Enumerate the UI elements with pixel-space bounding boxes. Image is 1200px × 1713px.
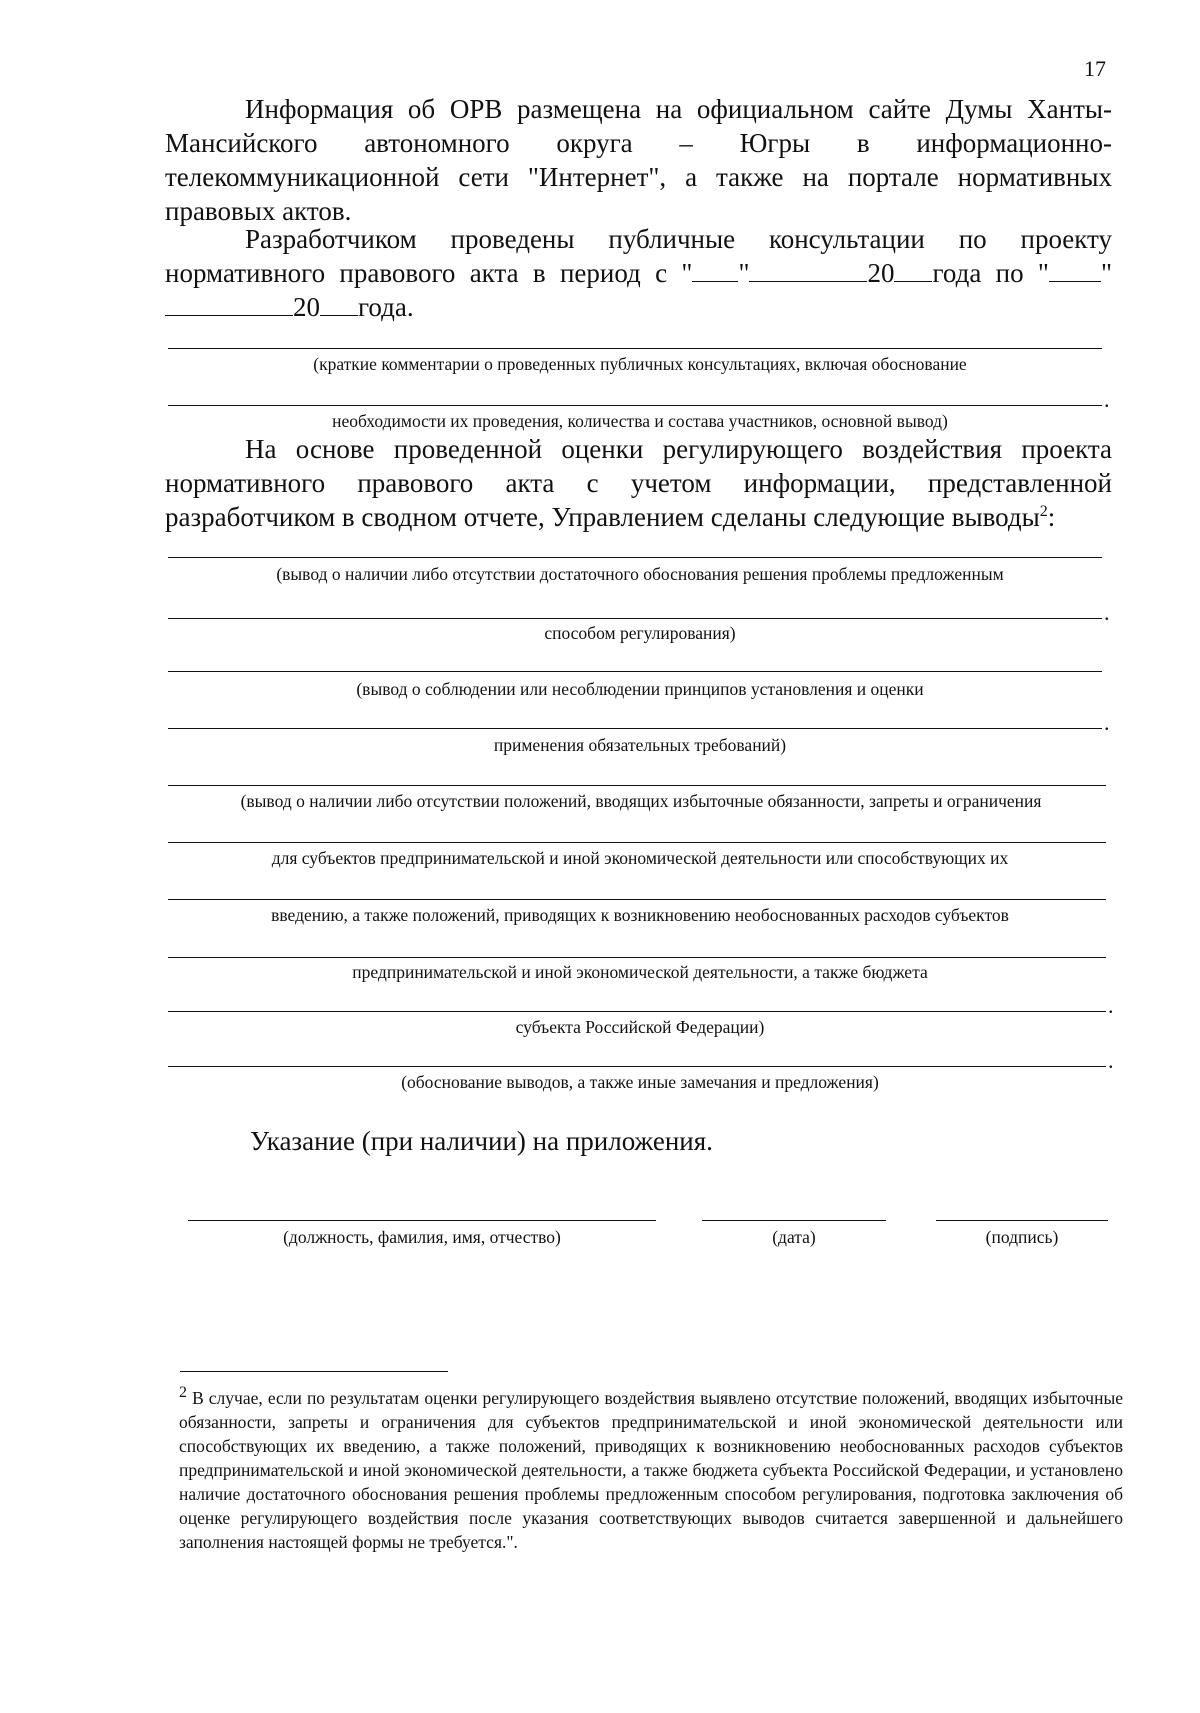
caption-obligations-1: (вывод о наличии либо отсутствии положений, вводящих избыточные обязанности, запреты и ограничения: [240, 791, 1042, 811]
caption-requirements-2: применения обязательных требований): [493, 735, 787, 755]
comment-line-1: [168, 348, 1102, 349]
attachments-note: Указание (при наличии) на приложения.: [250, 1126, 713, 1156]
date-caption: (дата): [772, 1227, 816, 1247]
justification-line-1: [168, 557, 1102, 558]
obligations-line-1: [168, 785, 1106, 786]
line-end-dot: .: [1108, 1048, 1114, 1073]
paragraph-consultations: [165, 222, 1112, 324]
footnote: [179, 1386, 1123, 1554]
obligations-line-3: [168, 899, 1106, 900]
position-name-line: [188, 1220, 656, 1221]
start-month-blank: [749, 257, 867, 282]
date-line: [702, 1220, 886, 1221]
line-end-dot: .: [1104, 600, 1110, 625]
caption-consultations-2: необходимости их проведения, количества и состава участников, основной вывод): [332, 411, 948, 431]
caption-justification-1: (вывод о наличии либо отсутствии достаточного обоснования решения проблемы предложенным: [276, 564, 1004, 584]
page-number: 17: [1084, 56, 1106, 81]
consultations-text-c: 20: [867, 258, 895, 288]
consultations-text-f: 20: [293, 292, 320, 322]
conclusions-text: На основе проведенной оценки регулирующего воздействия проекта нормативного правового акта с учетом информации, представленной разработчиком в сводном отчете, Управлением сделаны следующие выводы: [165, 434, 1112, 532]
end-year-blank: [320, 291, 358, 316]
justification-line-2: [168, 618, 1102, 619]
position-name-caption: (должность, фамилия, имя, отчество): [283, 1227, 561, 1247]
footnote-text: В случае, если по результатам оценки регулирующего воздействия выявлено отсутствие положений, вводящих избыточные обязанности, запреты и ограничения для субъектов предпринимательской и иной экономической деятельности или способствующих их введению, а также положений, приводящих к возникновению необоснованных расходов субъектов предпринимательской и иной экономической деятельности, а также бюджета субъекта Российской Федерации, и установлено наличие достаточного обоснования решения проблемы предложенным способом регулирования, подготовка заключения об оценке регулирующего воздействия после указания соответствующих выводов считается завершенной и дальнейшего заполнения настоящей формы не требуется.".: [179, 1388, 1123, 1552]
footnote-separator: [180, 1371, 448, 1372]
consultations-text-d: года по ": [932, 258, 1049, 288]
line-end-dot: .: [1104, 710, 1110, 735]
signature-caption: (подпись): [985, 1227, 1059, 1247]
caption-obligations-2: для субъектов предпринимательской и иной экономической деятельности или способствующих их: [271, 848, 1009, 868]
end-day-blank: [1049, 257, 1101, 282]
requirements-line-1: [168, 671, 1102, 672]
start-year-blank: [894, 257, 932, 282]
obligations-line-5: [168, 1011, 1106, 1012]
paragraph-conclusions: [165, 432, 1112, 534]
comment-line-2: [168, 405, 1102, 406]
conclusions-colon: :: [1047, 502, 1056, 532]
end-month-blank: [165, 291, 293, 316]
caption-justification-2: способом регулирования): [544, 623, 736, 643]
consultations-text-g: года.: [358, 292, 414, 322]
line-end-dot: .: [1108, 993, 1114, 1018]
paragraph-orv-info: Информация об ОРВ размещена на официальном сайте Думы Ханты-Мансийского автономного округа – Югры в информационно-телекоммуникационной сети "Интернет", а также на портале нормативных правовых актов.: [165, 94, 1112, 226]
caption-obligations-5: субъекта Российской Федерации): [515, 1017, 765, 1037]
caption-remarks: (обоснование выводов, а также иные замечания и предложения): [401, 1072, 879, 1092]
line-end-dot: .: [1104, 387, 1110, 412]
consultations-text-b: ": [738, 258, 750, 288]
start-day-blank: [692, 257, 738, 282]
consultations-text-e: ": [1100, 258, 1112, 288]
consultations-text-a: Разработчиком проведены публичные консультации по проекту нормативного правового акта в период с ": [165, 224, 1112, 288]
obligations-line-4: [168, 957, 1106, 958]
remarks-line: [168, 1066, 1106, 1067]
obligations-line-2: [168, 842, 1106, 843]
requirements-line-2: [168, 728, 1102, 729]
caption-requirements-1: (вывод о соблюдении или несоблюдении принципов установления и оценки: [356, 679, 924, 699]
caption-obligations-4: предпринимательской и иной экономической деятельности, а также бюджета: [352, 962, 928, 982]
signature-line: [936, 1220, 1108, 1221]
caption-consultations-1: (краткие комментарии о проведенных публичных консультациях, включая обоснование: [313, 354, 967, 374]
caption-obligations-3: введению, а также положений, приводящих к возникновению необоснованных расходов субъектов: [271, 905, 1009, 925]
footnote-mark: 2: [179, 1384, 187, 1402]
footnote-ref: 2: [1039, 503, 1048, 520]
